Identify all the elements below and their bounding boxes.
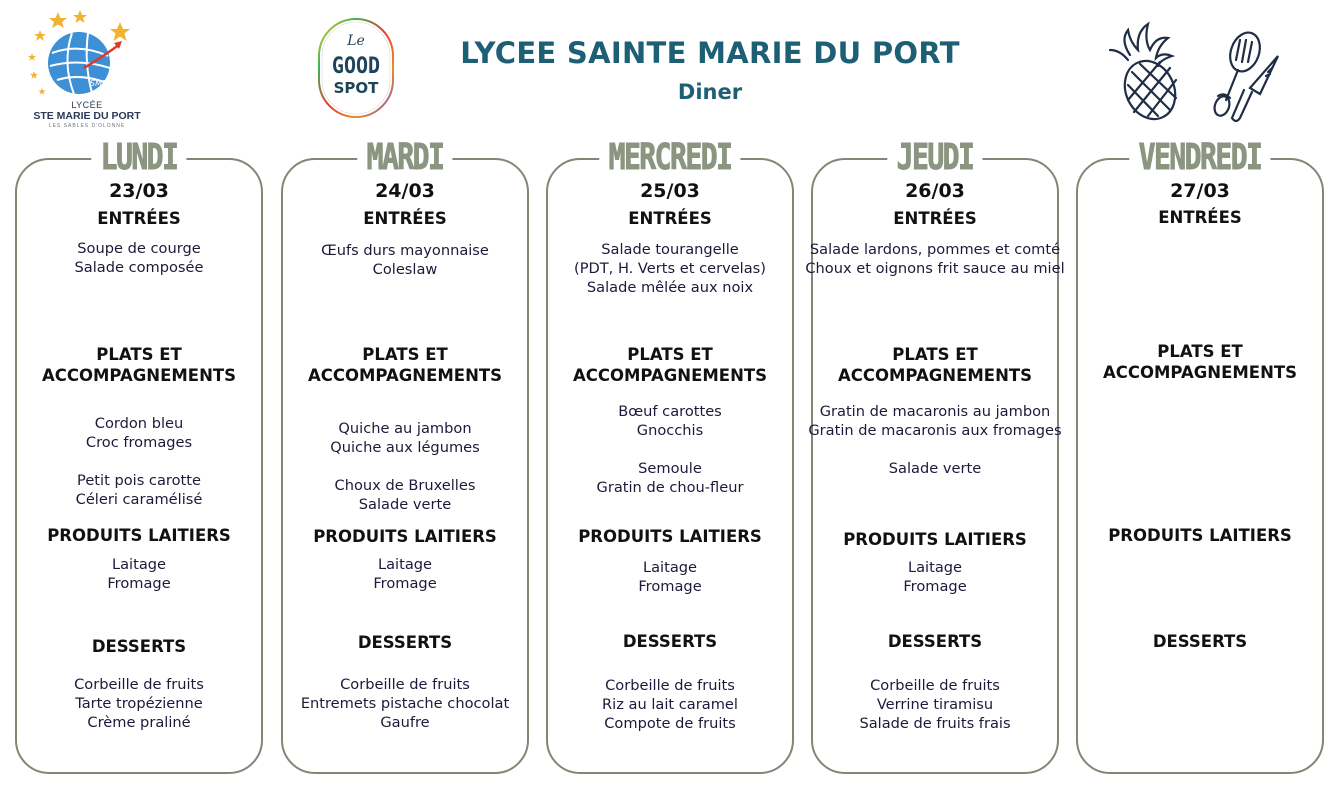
day-date: 23/03 xyxy=(109,180,169,202)
menu-item: Corbeille de fruits xyxy=(340,676,470,693)
section-desserts-heading: DESSERTS xyxy=(357,633,453,652)
plats-list xyxy=(797,402,1073,478)
menu-item: Compote de fruits xyxy=(604,715,736,732)
day-card-mercredi xyxy=(546,137,794,774)
menu-item: Fromage xyxy=(638,578,702,595)
day-card-vendredi xyxy=(1076,137,1324,774)
plats-list xyxy=(267,419,543,514)
page-subtitle: Diner xyxy=(677,80,743,104)
day-date: 25/03 xyxy=(640,180,700,202)
menu-item: Gratin de macaronis au jambon xyxy=(819,403,1051,420)
menu-item: Soupe de courge xyxy=(77,240,201,257)
desserts-list xyxy=(532,676,808,733)
section-plats-line1: PLATS ET xyxy=(96,345,182,364)
section-laitiers-heading: PRODUITS LAITIERS xyxy=(578,527,762,546)
section-desserts-heading: DESSERTS xyxy=(622,632,718,651)
day-name: MERCREDI xyxy=(599,138,740,178)
day-date: 24/03 xyxy=(375,180,435,202)
section-plats-line2: ACCOMPAGNEMENTS xyxy=(1102,363,1298,382)
group-spacer xyxy=(532,440,808,459)
section-plats-line2: ACCOMPAGNEMENTS xyxy=(837,366,1033,385)
section-entrees-heading: ENTRÉES xyxy=(1158,208,1242,227)
day-name: JEUDI xyxy=(887,138,982,178)
good-spot-logo-icon xyxy=(317,17,395,119)
menu-item: Semoule xyxy=(638,460,702,477)
day-card-mardi xyxy=(281,137,529,774)
menu-item: Salade verte xyxy=(358,496,452,513)
day-date: 26/03 xyxy=(905,180,965,202)
day-name: MARDI xyxy=(357,138,452,178)
section-plats-heading xyxy=(5,344,273,386)
section-desserts-heading: DESSERTS xyxy=(1152,632,1248,651)
menu-item: Gratin de chou-fleur xyxy=(596,479,744,496)
menu-item: Crème praliné xyxy=(87,714,191,731)
section-desserts-heading: DESSERTS xyxy=(91,637,187,656)
menu-item: Gratin de macaronis aux fromages xyxy=(808,422,1062,439)
school-logo-line3: LES SABLES D'OLONNE xyxy=(48,123,126,129)
section-laitiers-heading: PRODUITS LAITIERS xyxy=(313,527,497,546)
menu-item: Fromage xyxy=(903,578,967,595)
section-plats-line1: PLATS ET xyxy=(627,345,713,364)
svg-text:SPOT: SPOT xyxy=(333,79,379,97)
menu-item: (PDT, H. Verts et cervelas) xyxy=(574,260,766,277)
menu-item: Salade lardons, pommes et comté xyxy=(809,241,1061,258)
section-plats-heading xyxy=(1066,341,1334,383)
menu-item: Corbeille de fruits xyxy=(74,676,204,693)
menu-item: Laitage xyxy=(642,559,698,576)
menu-item: Gnocchis xyxy=(636,422,704,439)
section-desserts-heading: DESSERTS xyxy=(887,632,983,651)
menu-item: Coleslaw xyxy=(372,261,438,278)
laitiers-list xyxy=(532,558,808,596)
menu-item: Verrine tiramisu xyxy=(876,696,994,713)
menu-item: Laitage xyxy=(377,556,433,573)
section-plats-line1: PLATS ET xyxy=(1157,342,1243,361)
menu-item: Salade composée xyxy=(74,259,204,276)
day-card-lundi xyxy=(15,137,263,774)
school-logo-line1: LYCÉE xyxy=(71,100,103,110)
entrees-list xyxy=(267,241,543,279)
section-plats-line2: ACCOMPAGNEMENTS xyxy=(307,366,503,385)
desserts-list xyxy=(1,675,277,732)
menu-item: Salade verte xyxy=(888,460,982,477)
menu-item: Œufs durs mayonnaise xyxy=(321,242,489,259)
group-spacer xyxy=(1,452,277,471)
cake-server-icon xyxy=(1232,56,1278,121)
menu-item: Tarte tropézienne xyxy=(75,695,203,712)
section-entrees-heading: ENTRÉES xyxy=(97,209,181,228)
section-plats-heading xyxy=(801,344,1069,386)
menu-item: Choux et oignons frit sauce au miel xyxy=(805,260,1065,277)
menu-item: Fromage xyxy=(373,575,437,592)
laitiers-list xyxy=(1,555,277,593)
globe-stars-logo-icon xyxy=(22,8,152,103)
plats-list xyxy=(532,402,808,497)
menu-item: Laitage xyxy=(907,559,963,576)
day-card-jeudi xyxy=(805,137,1065,774)
section-entrees-heading: ENTRÉES xyxy=(893,209,977,228)
section-entrees-heading: ENTRÉES xyxy=(628,209,712,228)
section-entrees-heading: ENTRÉES xyxy=(363,209,447,228)
section-laitiers-heading: PRODUITS LAITIERS xyxy=(843,530,1027,549)
menu-item: Corbeille de fruits xyxy=(870,677,1000,694)
laitiers-list xyxy=(267,555,543,593)
menu-item: Croc fromages xyxy=(85,434,193,451)
menu-item: Fromage xyxy=(107,575,171,592)
svg-text:Le: Le xyxy=(347,33,365,49)
section-plats-heading xyxy=(271,344,539,386)
section-plats-line1: PLATS ET xyxy=(362,345,448,364)
good-spot-logo xyxy=(317,17,395,119)
section-plats-heading xyxy=(536,344,804,386)
menu-item: Corbeille de fruits xyxy=(605,677,735,694)
menu-item: Quiche aux légumes xyxy=(330,439,480,456)
menu-item: Riz au lait caramel xyxy=(602,696,738,713)
menu-item: Gaufre xyxy=(380,714,430,731)
section-plats-line1: PLATS ET xyxy=(892,345,978,364)
section-laitiers-heading: PRODUITS LAITIERS xyxy=(47,526,231,545)
svg-text:GOOD: GOOD xyxy=(331,52,381,79)
menu-item: Laitage xyxy=(111,556,167,573)
menu-item: Petit pois carotte xyxy=(77,472,201,489)
section-plats-line2: ACCOMPAGNEMENTS xyxy=(41,366,237,385)
group-spacer xyxy=(797,440,1073,459)
plats-list xyxy=(1,414,277,509)
entrees-list xyxy=(532,240,808,297)
menu-item: Salade tourangelle xyxy=(601,241,739,258)
svg-text:SMP: SMP xyxy=(90,79,107,88)
day-name: LUNDI xyxy=(91,138,186,178)
menu-item: Céleri caramélisé xyxy=(75,491,203,508)
school-logo-line2: STE MARIE DU PORT xyxy=(33,110,141,122)
menu-item: Quiche au jambon xyxy=(338,420,472,437)
desserts-list xyxy=(267,675,543,732)
section-plats-line2: ACCOMPAGNEMENTS xyxy=(572,366,768,385)
entrees-list xyxy=(1,239,277,277)
menu-item: Salade de fruits frais xyxy=(859,715,1011,732)
menu-item: Choux de Bruxelles xyxy=(334,477,476,494)
school-logo xyxy=(22,8,152,130)
laitiers-list xyxy=(797,558,1073,596)
pineapple-icon xyxy=(1110,24,1184,125)
pineapple-kitchen-utensils-icon xyxy=(1100,10,1300,125)
menu-item: Bœuf carottes xyxy=(618,403,722,420)
menu-item: Cordon bleu xyxy=(94,415,184,432)
group-spacer xyxy=(267,457,543,476)
page-title: LYCEE SAINTE MARIE DU PORT xyxy=(460,36,960,70)
menu-item: Entremets pistache chocolat xyxy=(300,695,510,712)
day-name: VENDREDI xyxy=(1129,138,1270,178)
desserts-list xyxy=(797,676,1073,733)
section-laitiers-heading: PRODUITS LAITIERS xyxy=(1108,526,1292,545)
menu-item: Salade mêlée aux noix xyxy=(586,279,754,296)
day-date: 27/03 xyxy=(1170,180,1230,202)
entrees-list xyxy=(797,240,1073,278)
